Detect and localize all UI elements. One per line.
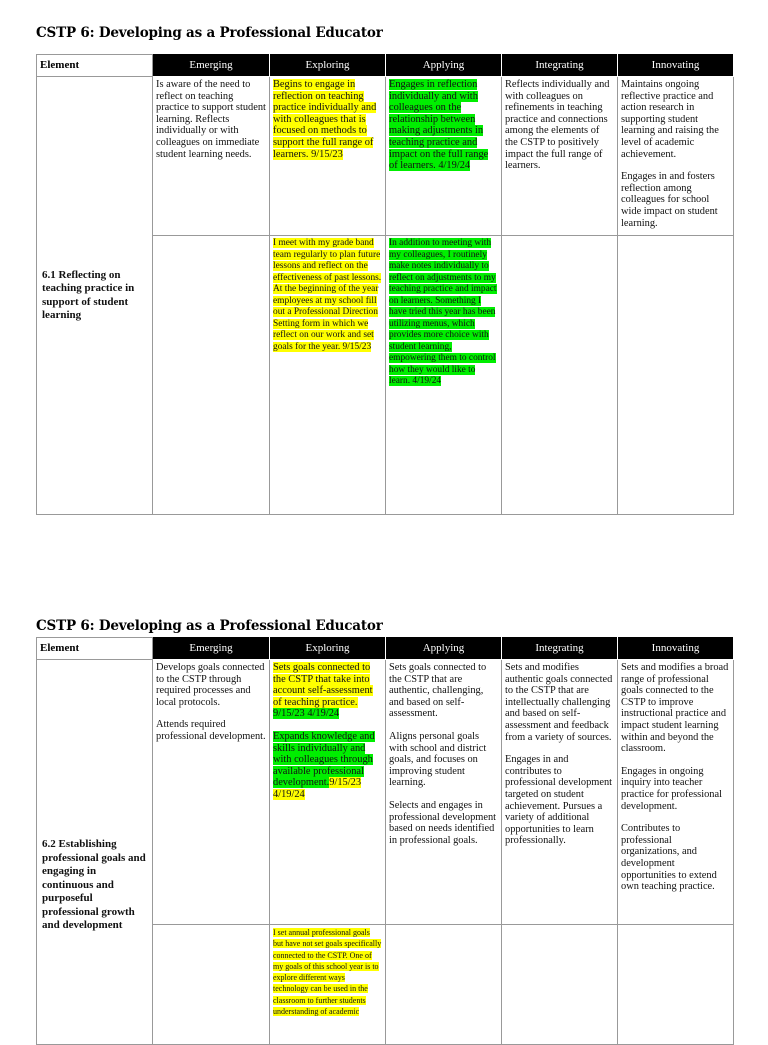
applying-text-highlighted: Engages in reflection individually and with colleagues on the relationship between making adjustments in teaching practice and impact on the full range of learners. 4/19/24 (389, 79, 489, 172)
header-integrating: Integrating (502, 638, 618, 660)
integrating-text: Reflects individually and with colleagues on refinements in teaching practice and connections among the elements of the CSTP to positively impact the full range of learners. (505, 79, 610, 172)
element-name-cell (37, 77, 153, 515)
evidence-exploring-text-2: At the beginning of the year employees at my school fill out a Professional Direction Setting form in which we reflect on our work and set goals for the year. 9/15/23 (273, 284, 379, 352)
header-innovating: Innovating (618, 55, 734, 77)
header-innovating: Innovating (618, 638, 734, 660)
header-row (37, 55, 734, 77)
header-element: Element (37, 638, 153, 660)
section-2-title: CSTP 6: Developing as a Professional Educator (36, 618, 383, 634)
evidence-integrating-cell (502, 925, 618, 1045)
header-applying: Applying (386, 55, 502, 77)
innovating-cell (618, 660, 734, 925)
applying-cell (386, 77, 502, 236)
integrating-cell (502, 660, 618, 925)
exploring-text-2-dates: 9/15/23 4/19/24 (273, 777, 362, 800)
exploring-text-1-dates: 9/15/23 4/19/24 (273, 708, 340, 720)
page-title: CSTP 6: Developing as a Professional Educator (36, 25, 383, 41)
header-integrating: Integrating (502, 55, 618, 77)
innovating-text-1: Sets and modifies a broad range of professional goals connected to the CSTP to improve instructional practice and impact student learning within and beyond the classroom. (621, 662, 729, 755)
applying-text-1: Sets goals connected to the CSTP that are authentic, challenging, and based on self-assessment. (389, 662, 487, 720)
element-name: 6.1 Reflecting on teaching practice in support of student learning (42, 268, 135, 321)
emerging-cell (153, 77, 270, 236)
integrating-cell (502, 77, 618, 236)
evidence-applying-cell (386, 236, 502, 515)
exploring-text-1-highlighted: Sets goals connected to the CSTP that take into account self-assessment of teaching practice. (273, 662, 373, 708)
header-element: Element (37, 55, 153, 77)
element-name-cell (37, 660, 153, 1045)
evidence-innovating-cell (618, 236, 734, 515)
cstp-6-2-table (36, 637, 734, 1045)
cstp-6-1-table (36, 54, 734, 515)
emerging-text-1: Develops goals connected to the CSTP through required processes and local protocols. (156, 662, 265, 708)
emerging-cell (153, 660, 270, 925)
applying-text-2: Aligns personal goals with school and district goals, and focuses on improving student learning. (389, 730, 487, 789)
element-name: 6.2 Establishing professional goals and engaging in continuous and purposeful professional growth and development (42, 838, 146, 931)
evidence-integrating-cell (502, 236, 618, 515)
emerging-text: Is aware of the need to reflect on teaching practice to support student learning. Reflects individually or with colleagues on immediate student learning needs. (156, 79, 266, 160)
applying-text-3: Selects and engages in professional development based on needs identified in professional goals. (389, 799, 497, 846)
evidence-innovating-cell (618, 925, 734, 1045)
innovating-text-2: Engages in and fosters reflection among colleagues for school wide impact on student learning. (621, 171, 718, 229)
exploring-text-2-highlighted: Expands knowledge and skills individually and with colleagues through available professional development. (273, 730, 375, 789)
exploring-cell (270, 77, 386, 236)
header-exploring: Exploring (270, 638, 386, 660)
innovating-text-1: Maintains ongoing reflective practice and action research in supporting student learning and raising the level of academic achievement. (621, 79, 719, 160)
header-row (37, 638, 734, 660)
applying-cell (386, 660, 502, 925)
evidence-applying-text: In addition to meeting with my colleagues, I routinely make notes individually to reflect on adjustments to my teaching practice and impact on learners. Something I have tried this year has been utilizing menus, which provides more choice with student learning, empowering them to control how they would like to learn. 4/19/24 (389, 238, 497, 386)
descriptor-row (37, 660, 734, 925)
integrating-text-2: Engages in and contributes to professional development targeted on student achievement. Pursues a variety of additional opportunities to learn professionally. (505, 754, 613, 847)
exploring-text-highlighted: Begins to engage in reflection on teaching practice individually and with colleagues that is focused on methods to support the full range of learners. 9/15/23 (273, 79, 377, 160)
header-applying: Applying (386, 638, 502, 660)
integrating-text-1: Sets and modifies authentic goals connected to the CSTP that are intellectually challenging and based on self-assessment and feedback from a variety of sources. (505, 662, 613, 743)
evidence-exploring-cell (270, 236, 386, 515)
innovating-text-3: Contributes to professional organizations, and development opportunities to extend own teaching practice. (621, 823, 717, 893)
evidence-emerging-cell (153, 236, 270, 515)
emerging-text-2: Attends required professional development. (156, 719, 266, 742)
header-emerging: Emerging (153, 55, 270, 77)
header-exploring: Exploring (270, 55, 386, 77)
innovating-text-2: Engages in ongoing inquiry into teacher practice for professional development. (621, 765, 722, 812)
evidence-exploring-text: I set annual professional goals but have not set goals specifically connected to the CSTP. One of my goals of this school year is to explore different ways technology can be used in the classroom to further students understanding of academic (273, 928, 382, 1017)
innovating-cell (618, 77, 734, 236)
descriptor-row (37, 77, 734, 236)
evidence-exploring-text-1: I meet with my grade band team regularly to plan future lessons and reflect on the effectiveness of past lessons. (273, 238, 382, 283)
evidence-applying-cell (386, 925, 502, 1045)
evidence-emerging-cell (153, 925, 270, 1045)
header-emerging: Emerging (153, 638, 270, 660)
exploring-cell (270, 660, 386, 925)
evidence-exploring-cell (270, 925, 386, 1045)
